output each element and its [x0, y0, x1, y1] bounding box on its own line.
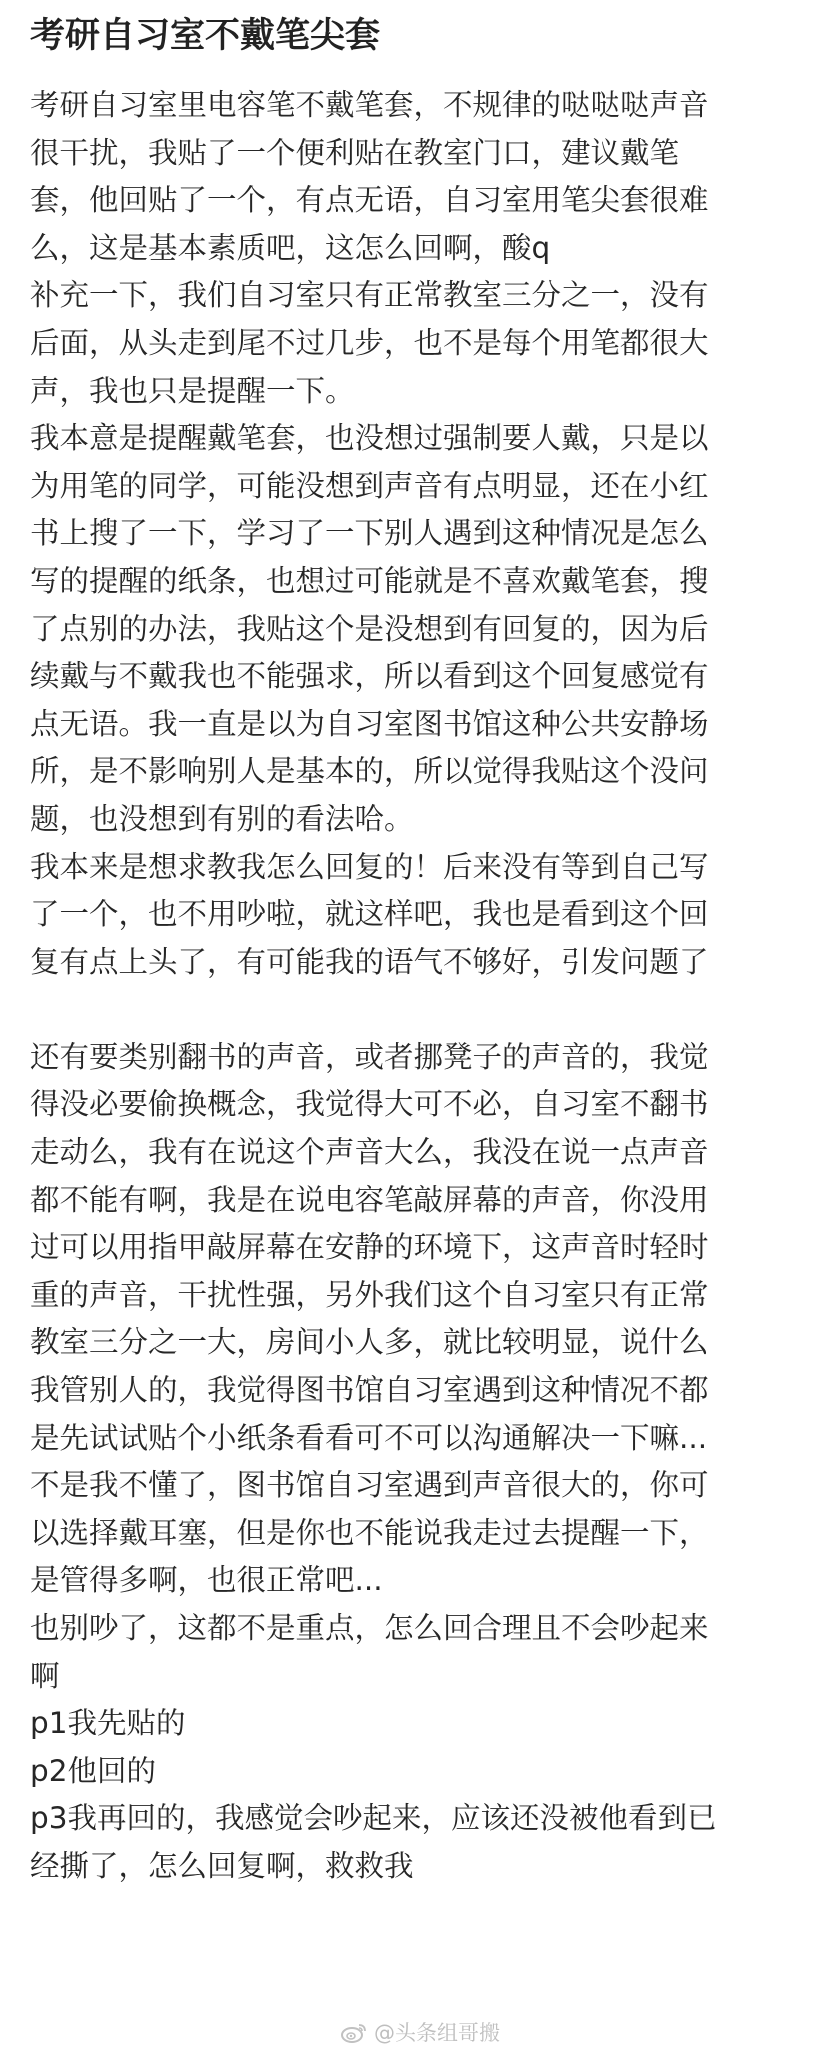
body-line: 续戴与不戴我也不能强求，所以看到这个回复感觉有 [30, 659, 709, 694]
body-line: 书上搜了一下，学习了一下别人遇到这种情况是怎么 [30, 516, 709, 551]
post-title: 考研自习室不戴笔尖套 [30, 16, 381, 56]
paragraph-gap [30, 986, 800, 1034]
body-line: 为用笔的同学，可能没想到声音有点明显，还在小红 [30, 468, 709, 503]
body-line: 重的声音，干扰性强，另外我们这个自习室只有正常 [30, 1277, 709, 1312]
body-line: 走动么，我有在说这个声音大么，我没在说一点声音 [30, 1135, 709, 1170]
body-line: 得没必要偷换概念，我觉得大可不必，自习室不翻书 [30, 1087, 709, 1122]
body-line: 很干扰，我贴了一个便利贴在教室门口，建议戴笔 [30, 135, 680, 170]
body-line: 了一个，也不用吵啦，就这样吧，我也是看到这个回 [30, 897, 709, 932]
body-line: 不是我不懂了，图书馆自习室遇到声音很大的，你可 [30, 1468, 709, 1503]
body-line: p3我再回的，我感觉会吵起来，应该还没被他看到已 [30, 1801, 717, 1836]
body-line: 我本来是想求教我怎么回复的！后来没有等到自己写 [30, 849, 709, 884]
body-line: 我本意是提醒戴笔套，也没想过强制要人戴，只是以 [30, 421, 709, 456]
body-line: 教室三分之一大，房间小人多，就比较明显，说什么 [30, 1325, 709, 1360]
post [30, 12, 800, 1891]
watermark-text: @头条组哥搬 [374, 2021, 500, 2045]
body-line: 复有点上头了，有可能我的语气不够好，引发问题了 [30, 944, 709, 979]
body-line: 经撕了，怎么回复啊，救救我 [30, 1848, 414, 1883]
body-line: 写的提醒的纸条，也想过可能就是不喜欢戴笔套，搜 [30, 563, 709, 598]
body-line: 么，这是基本素质吧，这怎么回啊，酸q [30, 230, 551, 265]
body-line: p1我先贴的 [30, 1706, 186, 1741]
body-line: 补充一下，我们自习室只有正常教室三分之一，没有 [30, 278, 709, 313]
body-line: 所，是不影响别人是基本的，所以觉得我贴这个没问 [30, 754, 709, 789]
body-line: 套，他回贴了一个，有点无语，自习室用笔尖套很难 [30, 183, 709, 218]
body-line: 以选择戴耳塞，但是你也不能说我走过去提醒一下， [30, 1515, 709, 1550]
body-line: 点无语。我一直是以为自习室图书馆这种公共安静场 [30, 706, 709, 741]
body-line: 过可以用指甲敲屏幕在安静的环境下，这声音时轻时 [30, 1230, 709, 1265]
body-line: 啊 [30, 1658, 60, 1693]
body-line: 是先试试贴个小纸条看看可不可以沟通解决一下嘛... [30, 1420, 708, 1455]
body-line: p2他回的 [30, 1753, 156, 1788]
body-line: 后面，从头走到尾不过几步，也不是每个用笔都很大 [30, 325, 709, 360]
body-line: 是管得多啊，也很正常吧... [30, 1563, 383, 1598]
body-line: 考研自习室里电容笔不戴笔套，不规律的哒哒哒声音 [30, 88, 709, 122]
body-line: 题，也没想到有别的看法哈。 [30, 801, 414, 836]
body-line: 都不能有啊，我是在说电容笔敲屏幕的声音，你没用 [30, 1182, 709, 1217]
body-line: 还有要类别翻书的声音，或者挪凳子的声音的，我觉 [30, 1039, 709, 1074]
weibo-logo-icon [340, 2022, 368, 2044]
body-line: 了点别的办法，我贴这个是没想到有回复的，因为后 [30, 611, 709, 646]
watermark [340, 2020, 500, 2046]
body-line: 我管别人的，我觉得图书馆自习室遇到这种情况不都 [30, 1373, 709, 1408]
post-body [30, 82, 800, 1891]
body-line: 声，我也只是提醒一下。 [30, 373, 355, 408]
body-line: 也别吵了，这都不是重点，怎么回合理且不会吵起来 [30, 1611, 709, 1645]
